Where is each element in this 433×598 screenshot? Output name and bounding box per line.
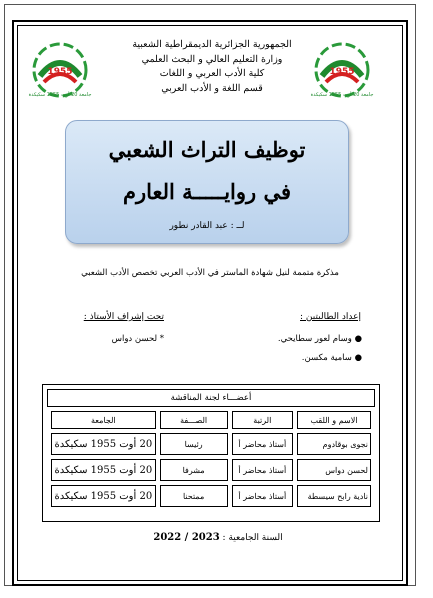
member-university: 20 أوت 1955 سكيكدة	[51, 459, 156, 481]
header-line-republic: الجمهورية الجزائرية الديمقراطية الشعبية	[132, 39, 292, 50]
member-name: نادية رابح سيسطة	[297, 485, 371, 507]
header-line-faculty: كلية الأدب العربي و اللغات	[159, 68, 265, 79]
table-row	[51, 433, 371, 455]
table-row	[51, 485, 371, 507]
committee-box	[42, 384, 380, 522]
member-role: رئيسا	[160, 433, 228, 455]
member-role: ممتحنا	[160, 485, 228, 507]
student-1: ● وسام لعور سطايحي.	[277, 334, 362, 344]
column-header: الاسم و اللقب	[297, 411, 371, 429]
supervisor-name: * لحسن دواس	[111, 334, 164, 344]
memo-description: مذكرة متممة لنيل شهادة الماستر في الأدب العربي تخصص الأدب الشعبي	[81, 268, 339, 278]
university-logo-left	[30, 40, 90, 102]
academic-year-label: السنة الجامعية :	[222, 533, 283, 543]
column-header: الرتبة	[232, 411, 294, 429]
svg-text:1955: 1955	[329, 67, 355, 77]
table-header-row	[51, 411, 371, 429]
student-1-name: وسام لعور سطايحي.	[277, 334, 352, 344]
header-line-department: قسم اللغة و الأدب العربي	[161, 82, 263, 94]
member-university: 20 أوت 1955 سكيكدة	[51, 433, 156, 455]
table-row	[51, 459, 371, 481]
column-header: الصـــفة	[160, 411, 228, 429]
committee-table	[47, 407, 375, 511]
academic-year	[148, 532, 288, 543]
member-name: نجوى بوقادوم	[297, 433, 371, 455]
column-header: الجامعة	[51, 411, 156, 429]
member-rank: أستاذ محاضر أ	[232, 485, 294, 507]
thesis-title-line1: توظيف التراث الشعبي	[108, 137, 306, 162]
member-role: مشرفا	[160, 459, 228, 481]
institution-header	[100, 38, 324, 96]
academic-year-value: 2023 / 2022	[153, 532, 220, 543]
thesis-title-line2: في روايـــــة العارم	[122, 179, 292, 204]
svg-text:1955: 1955	[47, 67, 73, 77]
supervision-label: تحت إشراف الأستاذ :	[83, 312, 164, 322]
prepared-by-label: إعداد الطالبتين :	[300, 312, 361, 322]
header-line-ministry: وزارة التعليم العالي و البحث العلمي	[141, 53, 283, 65]
member-name: لحسن دواس	[297, 459, 371, 481]
novel-author: لــ : عبد القادر نطور	[169, 221, 245, 231]
student-2-name: سامية مكسن.	[301, 353, 352, 363]
logo-caption-right: جامعة 20 أوت 1955 سكيكدة	[310, 92, 374, 98]
member-rank: أستاذ محاضر أ	[232, 433, 294, 455]
member-university: 20 أوت 1955 سكيكدة	[51, 485, 156, 507]
member-rank: أستاذ محاضر أ	[232, 459, 294, 481]
committee-title: أعضـــاء لجنة المناقشة	[47, 389, 375, 407]
title-box	[65, 120, 349, 244]
logo-caption-left: جامعة 20 أوت 1955 سكيكدة	[28, 92, 92, 98]
student-2: ● سامية مكسن.	[301, 353, 362, 363]
